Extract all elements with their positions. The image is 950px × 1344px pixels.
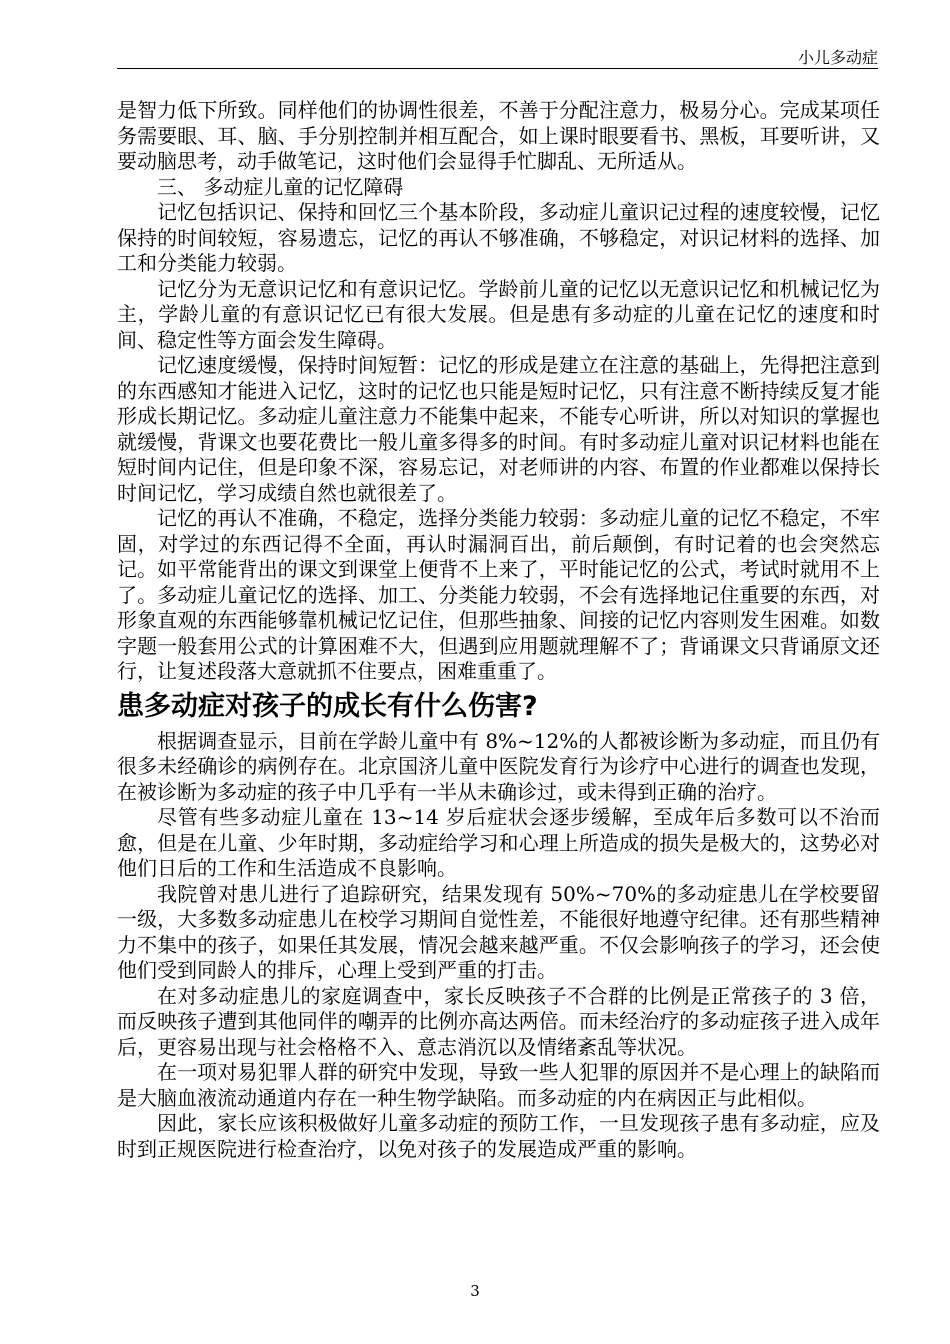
paragraph-memory-stages: 记忆包括识记、保持和回忆三个基本阶段，多动症儿童识记过程的速度较慢，记忆保持的时间较短，容易遗忘，记忆的再认不够准确，不够稳定，对识记材料的选择、加工和分类能力较弱。 xyxy=(117,200,880,275)
paragraph-continued: 是智力低下所致。同样他们的协调性很差，不善于分配注意力，极易分心。完成某项任务需要眼、耳、脑、手分别控制并相互配合，如上课时眼要看书、黑板，耳要听讲，又要动脑思考，动手做笔记，这时他们会显得手忙脚乱、无所适从。 xyxy=(117,98,880,173)
paragraph-memory-speed: 记忆速度缓慢，保持时间短暂：记忆的形成是建立在注意的基础上，先得把注意到的东西感知才能进入记忆，这时的记忆也只能是短时记忆，只有注意不断持续反复才能形成长期记忆。多动症儿童注意力不能集中起来，不能专心听讲，所以对知识的掌握也就缓慢，背课文也要花费比一般儿童多得多的时间。有时多动症儿童对识记材料也能在短时间内记住，但是印象不深，容易忘记，对老师讲的内容、布置的作业都难以保持长时间记忆，学习成绩自然也就很差了。 xyxy=(117,353,880,505)
running-header: 小儿多动症 xyxy=(797,48,878,67)
paragraph-memory-types: 记忆分为无意识记忆和有意识记忆。学龄前儿童的记忆以无意识记忆和机械记忆为主，学龄儿童的有意识记忆已有很大发展。但是患有多动症的儿童在记忆的速度和时间、稳定性等方面会发生障碍。 xyxy=(117,276,880,352)
paragraph-followup-study: 我院曾对患儿进行了追踪研究，结果发现有 50%~70%的多动症患儿在学校要留一级，大多数多动症患儿在校学习期间自觉性差，不能很好地遵守纪律。还有那些精神力不集中的孩子，如果任其发展，情况会越来越严重。不仅会影响孩子的学习，还会使他们受到同龄人的排斥，心理上受到严重的打击。 xyxy=(117,881,880,982)
page-body xyxy=(117,98,880,1162)
paragraph-age-relief: 尽管有些多动症儿童在 13~14 岁后症状会逐步缓解，至成年后多数可以不治而愈，但是在儿童、少年时期，多动症给学习和心理上所造成的损失是极大的，这势必对他们日后的工作和生活造成不良影响。 xyxy=(117,805,880,880)
paragraph-survey: 根据调查显示，目前在学龄儿童中有 8%~12%的人都被诊断为多动症，而且仍有很多未经确诊的病例存在。北京国济儿童中医院发育行为诊疗中心进行的调查也发现，在被诊断为多动症的孩子中几乎有一半从未确诊过，或未得到正确的治疗。 xyxy=(117,728,880,804)
paragraph-memory-recognition: 记忆的再认不准确，不稳定，选择分类能力较弱：多动症儿童的记忆不稳定，不牢固，对学过的东西记得不全面，再认时漏洞百出，前后颠倒，有时记着的也会突然忘记。如平常能背出的课文到课堂上便背不上来了，平时能记忆的公式，考试时就用不上了。多动症儿童记忆的选择、加工、分类能力较弱，不会有选择地记住重要的东西，对形象直观的东西能够靠机械记忆记住，但那些抽象、间接的记忆内容则发生困难。如数字题一般套用公式的计算困难不大，但遇到应用题就理解不了；背诵课文只背诵原文还行，让复述段落大意就抓不住要点，困难重重了。 xyxy=(117,506,880,683)
paragraph-family-survey: 在对多动症患儿的家庭调查中，家长反映孩子不合群的比例是正常孩子的 3 倍，而反映孩子遭到其他同伴的嘲弄的比例亦高达两倍。而未经治疗的多动症孩子进入成年后，更容易出现与社会格格不入、意志消沉以及情绪紊乱等状况。 xyxy=(117,983,880,1059)
page-number: 3 xyxy=(470,1282,480,1300)
paragraph-crime-study: 在一项对易犯罪人群的研究中发现，导致一些人犯罪的原因并不是心理上的缺陷而是大脑血液流动通道内存在一种生物学缺陷。而多动症的内在病因正与此相似。 xyxy=(117,1060,880,1110)
header-divider xyxy=(117,68,878,69)
section-heading-memory: 三、 多动症儿童的记忆障碍 xyxy=(157,174,404,199)
article-heading: 患多动症对孩子的成长有什么伤害? xyxy=(117,690,538,722)
paragraph-conclusion: 因此，家长应该积极做好儿童多动症的预防工作，一旦发现孩子患有多动症，应及时到正规医院进行检查治疗，以免对孩子的发展造成严重的影响。 xyxy=(117,1111,880,1161)
